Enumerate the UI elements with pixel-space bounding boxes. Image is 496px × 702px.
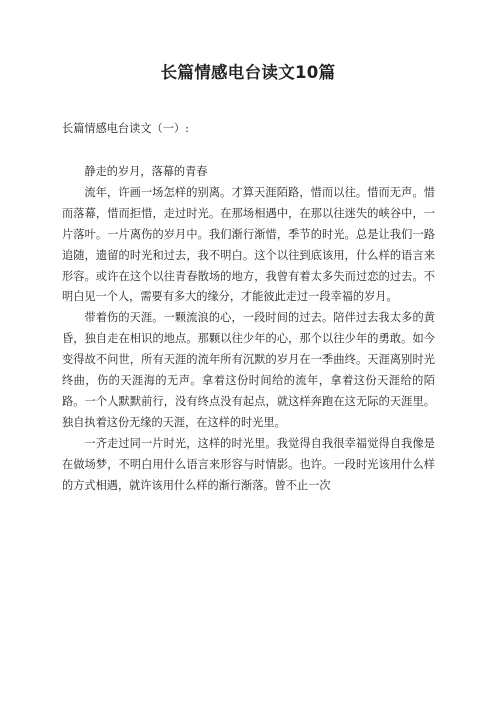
- document-title: 长篇情感电台读文10篇: [160, 63, 336, 82]
- paragraph-3: 带着伤的天涯。一颗流浪的心，一段时间的过去。陪伴过去我太多的黄昏，独自走在相识的地点。那颗以往少年的心，那个以往少年的勇敢。如今变得故不问世，所有天涯的流年所有沉默的岁月在一季曲终。天涯离别时光终曲，伤的天涯海的无声。拿着这份时间给的流年，拿着这份天涯给的陌路。一个人默默前行，没有终点没有起点，就这样奔跑在这无际的天涯里。独自执着这份无缘的天涯，在这样的时光里。: [62, 311, 435, 429]
- paragraph-4: 一齐走过同一片时光，这样的时光里。我觉得自我很幸福觉得自我像是在做场梦，不明白用什么语言来形容与时情影。也许。一段时光该用什么样的方式相遇，就许该用什么样的渐行渐落。曾不止一次: [62, 436, 435, 492]
- paragraph-2: 流年，许画一场怎样的别离。才算天涯陌路，惜而以往。惜而无声。惜而落幕，惜而拒惜，走过时光。在那场相遇中，在那以往迷失的峡谷中，一片落叶。一片离伤的岁月中。我们渐行渐惜，季节的时光。总是让我们一路追随，遗留的时光和过去，我不明白。这个以往到底该用，什么样的语言来形容。或许在这个以往青春散场的地方，我曾有着太多失而过恋的过去。不明白见一个人，需要有多大的缘分，才能彼此走过一段幸福的岁月。: [62, 185, 435, 304]
- section-heading: 长篇情感电台读文（一）:: [62, 122, 189, 135]
- article-body: [62, 162, 435, 497]
- paragraph-1: 静走的岁月，落幕的青春: [84, 165, 208, 178]
